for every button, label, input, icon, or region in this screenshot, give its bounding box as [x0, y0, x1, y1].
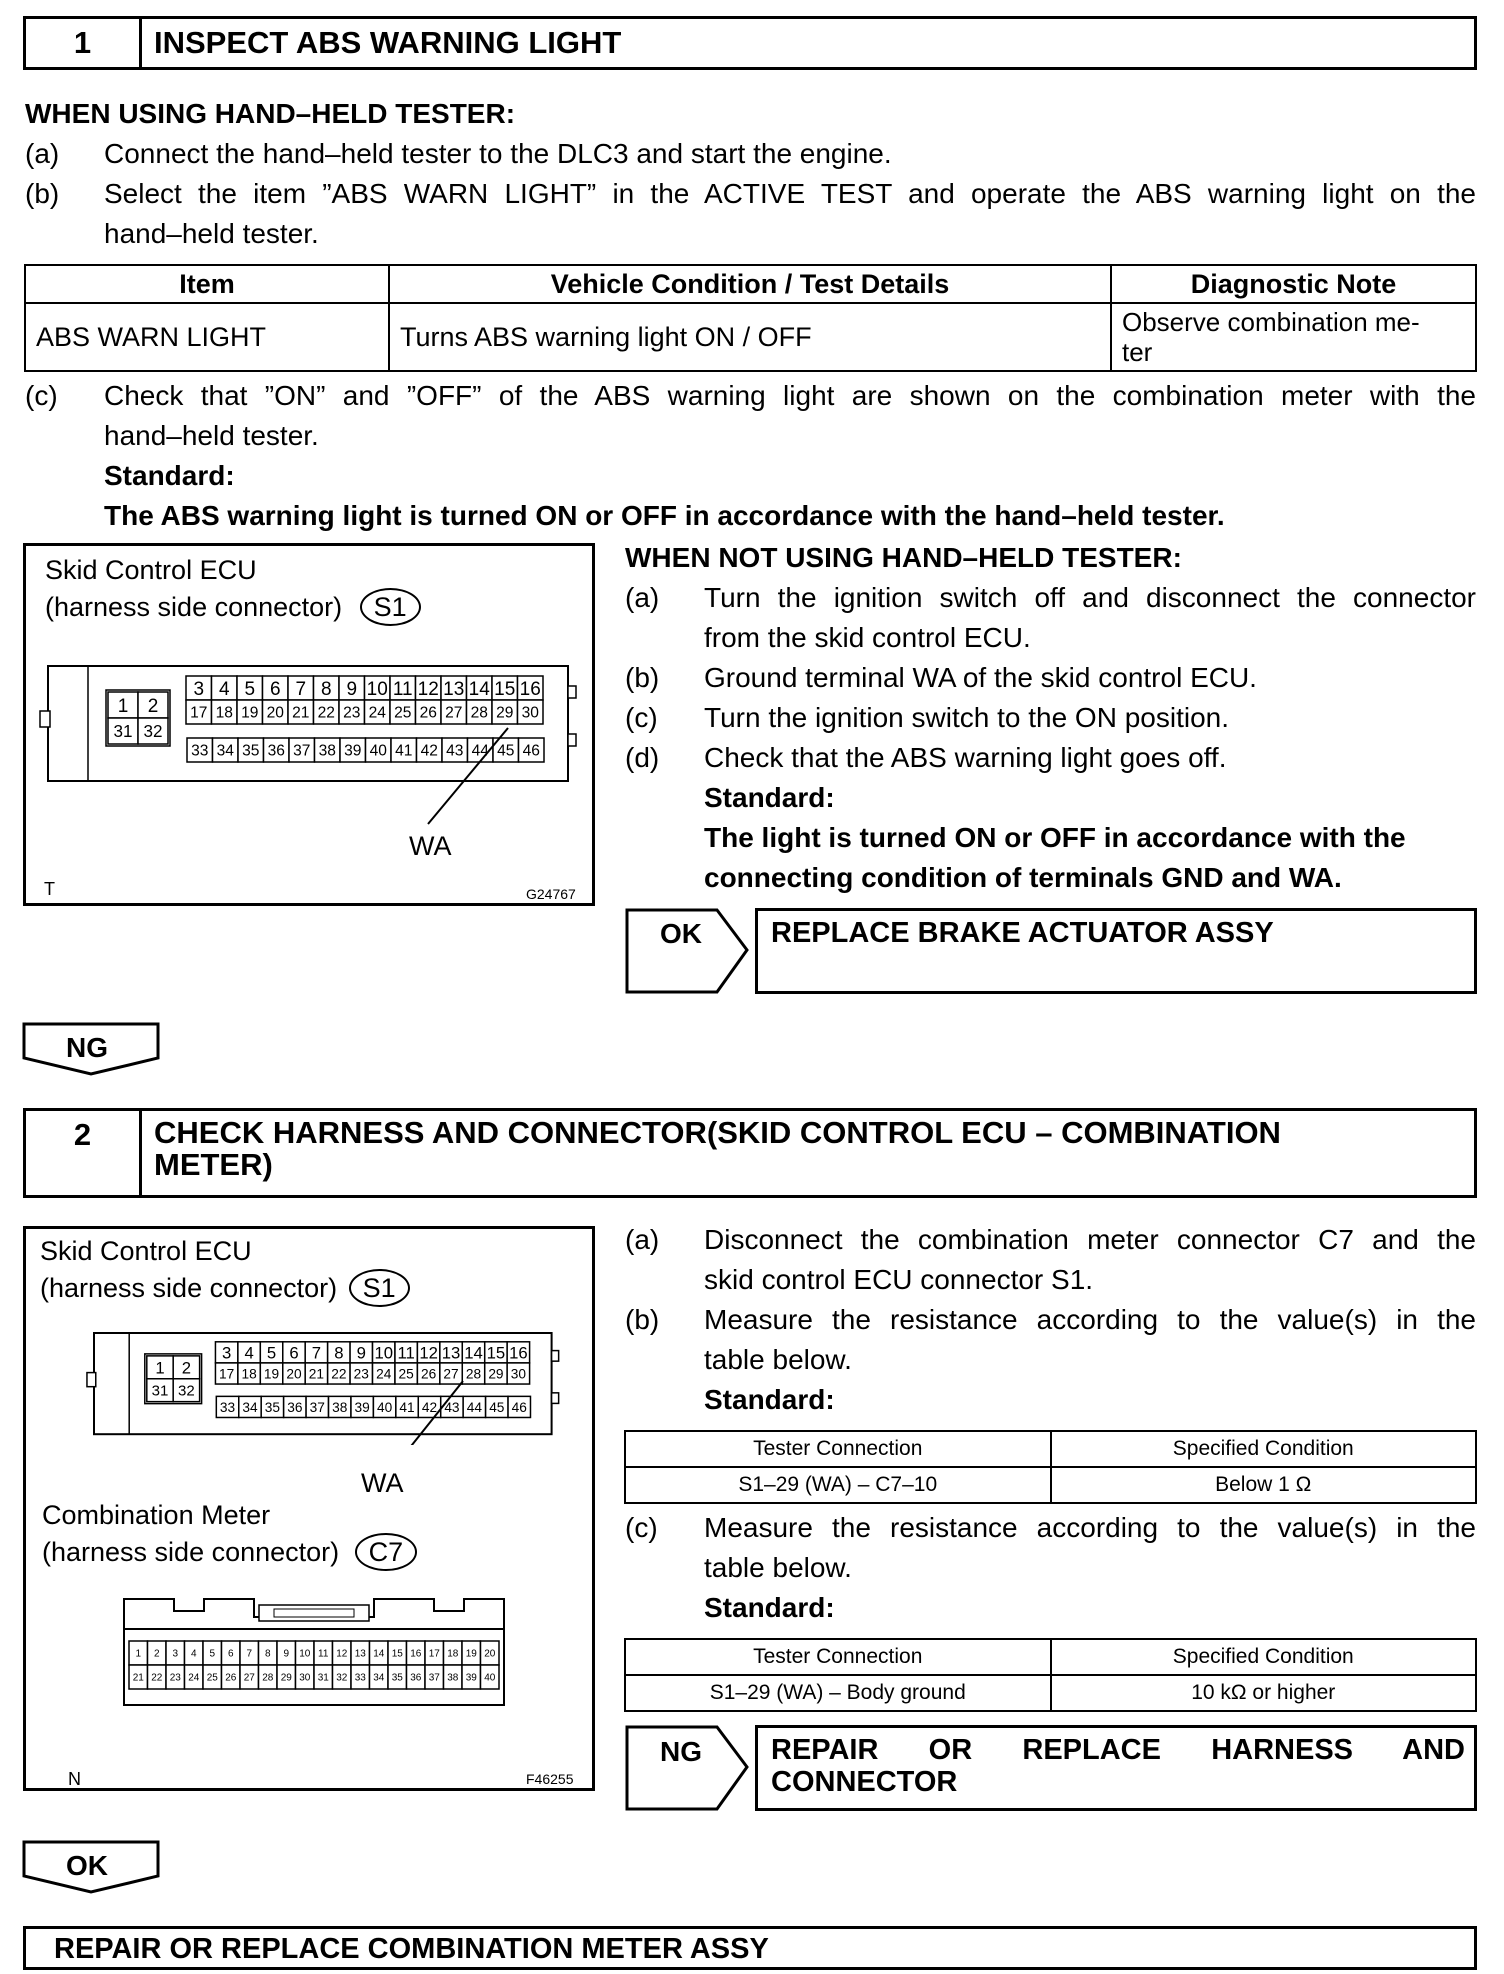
pin-label: 29 — [496, 704, 514, 722]
n-standard-label: Standard: — [704, 782, 835, 813]
pin-label: 38 — [332, 1399, 348, 1415]
pin-label: 42 — [420, 742, 438, 760]
pin-label: 38 — [447, 1672, 459, 1684]
step1-number: 1 — [26, 19, 142, 67]
pin-label: 15 — [486, 1343, 506, 1363]
pin-label: 25 — [398, 1366, 414, 1382]
pin-label: 35 — [391, 1672, 403, 1684]
table-cell-note — [1111, 303, 1476, 371]
step2-b-text-1: Measure the resistance according to the value(s) in the — [704, 1304, 1476, 1335]
n-c-mark: (c) — [625, 702, 658, 733]
pin-label: 33 — [191, 742, 209, 760]
pin-label: 23 — [169, 1672, 181, 1684]
diagram-corner-left: T — [44, 879, 55, 899]
meter-subtitle — [42, 1533, 417, 1571]
connector-latch-right-bottom — [568, 734, 576, 746]
step2-b-text-2: table below. — [704, 1344, 852, 1375]
pin-label: 24 — [188, 1672, 200, 1684]
t1-cell-connection: S1–29 (WA) – C7–10 — [625, 1467, 1051, 1503]
t2-cell-connection: S1–29 (WA) – Body ground — [625, 1675, 1051, 1711]
pin-label: 23 — [343, 704, 361, 722]
step1-c-text-2: hand–held tester. — [104, 420, 319, 451]
pin-label: 44 — [466, 1399, 483, 1415]
pin-label: 28 — [465, 1366, 482, 1382]
pin-label: 28 — [262, 1672, 274, 1684]
s1-connector-drawing-2 — [26, 1325, 586, 1445]
pin-label: 14 — [468, 678, 490, 700]
step1-a-mark: (a) — [25, 138, 60, 169]
pin-label: 7 — [246, 1648, 253, 1660]
pin-label: 14 — [464, 1343, 483, 1363]
resistance-table-2 — [624, 1638, 1477, 1712]
step2-a-text-1: Disconnect the combination meter connector C7 and the — [704, 1224, 1476, 1255]
c7-connector — [124, 1599, 504, 1705]
pin-label: 11 — [318, 1648, 329, 1660]
step1-c-text-1: Check that ”ON” and ”OFF” of the ABS warning light are shown on the combination meter with the — [104, 380, 1476, 411]
pin-label: 24 — [376, 1366, 392, 1382]
pin-label: 6 — [269, 678, 281, 700]
pin-label: 31 — [113, 722, 133, 742]
pin-label: 39 — [354, 1399, 370, 1415]
final-action-text: REPAIR OR REPLACE COMBINATION METER ASSY — [54, 1933, 769, 1965]
step2-standard-label-2: Standard: — [704, 1592, 835, 1623]
pin-label: 18 — [241, 1366, 257, 1382]
pin-label: 16 — [519, 678, 541, 700]
connector-latch-right-top — [568, 686, 576, 698]
pin-label: 34 — [373, 1672, 385, 1684]
pin-label: 42 — [421, 1399, 438, 1415]
pin-label: 16 — [509, 1343, 528, 1363]
pin-label: 26 — [419, 704, 437, 722]
pin-label: 15 — [391, 1648, 403, 1660]
step1-b-mark: (b) — [25, 178, 60, 209]
pin-label: 19 — [465, 1648, 477, 1660]
connector-id-badge: S1 — [360, 588, 421, 626]
n-b-text: Ground terminal WA of the skid control ECU. — [704, 662, 1257, 693]
pin-label: 7 — [311, 1343, 322, 1363]
pin-label: 19 — [263, 1366, 280, 1382]
connector-latch-right-top — [552, 1351, 559, 1362]
pin-label: 41 — [399, 1399, 415, 1415]
pin-label: 36 — [410, 1672, 422, 1684]
resistance-table-1 — [624, 1430, 1477, 1504]
pin-label: 40 — [484, 1672, 496, 1684]
active-test-table — [24, 264, 1477, 372]
pin-label: 43 — [444, 1399, 460, 1415]
pin-label: 10 — [374, 1343, 394, 1363]
step1-b-text-1: Select the item ”ABS WARN LIGHT” in the ACTIVE TEST and operate the ABS warning light on the — [104, 178, 1476, 209]
pin-label: 19 — [241, 704, 259, 722]
pin-label: 25 — [206, 1672, 218, 1684]
t2-header-condition: Specified Condition — [1051, 1639, 1477, 1675]
pin-label: 22 — [151, 1672, 163, 1684]
table-header-item: Item — [25, 265, 389, 303]
diagram2-subtitle-text: (harness side connector) — [40, 1273, 338, 1303]
ng-action-text-2: CONNECTOR — [771, 1766, 958, 1798]
pin-label: 7 — [295, 678, 307, 700]
pin-label: 40 — [376, 1399, 393, 1415]
pin-label: 5 — [209, 1648, 216, 1660]
pin-label: 10 — [366, 678, 388, 700]
pin-label: 9 — [283, 1648, 290, 1660]
ok-tag-1: OK — [660, 918, 702, 949]
ng-tag-2: NG — [660, 1736, 702, 1767]
step1-standard-text: The ABS warning light is turned ON or OFF in accordance with the hand–held tester. — [104, 500, 1225, 531]
pin-label: 5 — [266, 1343, 277, 1363]
s1-connector-drawing — [26, 646, 586, 846]
diagram-title: Skid Control ECU — [45, 555, 257, 585]
pin-label: 44 — [471, 742, 489, 760]
pin-label: 3 — [172, 1648, 179, 1660]
table-cell-item: ABS WARN LIGHT — [25, 303, 389, 371]
c7-connector-drawing — [26, 1579, 586, 1719]
t1-header-condition: Specified Condition — [1051, 1431, 1477, 1467]
pin-label: 20 — [484, 1648, 496, 1660]
pin-label: 29 — [280, 1672, 292, 1684]
pin-label: 27 — [443, 1366, 459, 1382]
pin-label: 32 — [336, 1672, 348, 1684]
pin-label: 25 — [394, 704, 412, 722]
pin-label: 26 — [420, 1366, 437, 1382]
step1-header — [23, 16, 1477, 70]
diagram-subtitle-text: (harness side connector) — [45, 592, 343, 622]
pin-label: 34 — [216, 742, 234, 760]
n-standard-1: The light is turned ON or OFF in accordance with the — [704, 822, 1406, 853]
pin-label: 24 — [368, 704, 386, 722]
pin-label: 1 — [155, 1358, 165, 1378]
diagram2-subtitle — [40, 1269, 410, 1307]
pin-label: 33 — [219, 1399, 236, 1415]
step1-standard-label: Standard: — [104, 460, 235, 491]
pin-label: 13 — [443, 678, 465, 700]
step2-number: 2 — [26, 1111, 142, 1195]
pin-label: 8 — [334, 1343, 344, 1363]
pin-label: 27 — [243, 1672, 255, 1684]
pin-label: 30 — [510, 1366, 527, 1382]
final-action-box — [23, 1926, 1477, 1970]
pin-label: 22 — [317, 704, 335, 722]
pin-label: 4 — [218, 678, 230, 700]
pin-label: 6 — [289, 1343, 299, 1363]
diagram-subtitle — [45, 588, 421, 626]
n-d-text: Check that the ABS warning light goes off. — [704, 742, 1227, 773]
pin-label: 2 — [147, 695, 159, 717]
pin-label: 36 — [267, 742, 285, 760]
pin-label: 36 — [287, 1399, 303, 1415]
meter-connector-id-badge: C7 — [355, 1533, 418, 1571]
pin-label: 4 — [244, 1343, 254, 1363]
no-hht-heading: WHEN NOT USING HAND–HELD TESTER: — [625, 542, 1182, 573]
hht-heading: WHEN USING HAND–HELD TESTER: — [25, 98, 516, 129]
t2-header-connection: Tester Connection — [625, 1639, 1051, 1675]
ng-action-text-1: REPAIR OR REPLACE HARNESS AND — [771, 1734, 1465, 1766]
pin-label: 32 — [178, 1382, 195, 1400]
pin-label: 14 — [373, 1648, 385, 1660]
pin-label: 2 — [181, 1358, 192, 1378]
pin-label: 39 — [344, 742, 362, 760]
pin-label: 11 — [392, 678, 413, 700]
s1-connector-2 — [87, 1333, 559, 1445]
pin-label: 9 — [356, 1343, 366, 1363]
table-header-condition: Vehicle Condition / Test Details — [389, 265, 1111, 303]
table-cell-condition: Turns ABS warning light ON / OFF — [389, 303, 1111, 371]
connector2-id-badge: S1 — [349, 1269, 410, 1307]
pin-label: 37 — [428, 1672, 440, 1684]
c7-lock-inner — [274, 1609, 354, 1617]
pin-label: 30 — [299, 1672, 311, 1684]
pin-label: 45 — [489, 1399, 505, 1415]
step2-standard-label: Standard: — [704, 1384, 835, 1415]
pin-label: 34 — [242, 1399, 258, 1415]
pin-label: 35 — [242, 742, 260, 760]
harness-diagram — [23, 1226, 595, 1791]
pin-label: 32 — [143, 722, 163, 742]
pin-label: 41 — [395, 742, 413, 760]
pin-label: 33 — [354, 1672, 366, 1684]
pin-label: 17 — [219, 1366, 235, 1382]
ok-action-text-1: REPLACE BRAKE ACTUATOR ASSY — [771, 917, 1274, 949]
pin-label: 4 — [190, 1648, 197, 1660]
pin-label: 21 — [308, 1366, 325, 1382]
pin-label: 39 — [465, 1672, 477, 1684]
n-a-text-2: from the skid control ECU. — [704, 622, 1031, 653]
pin-label: 21 — [132, 1672, 144, 1684]
pin-label: 23 — [353, 1366, 369, 1382]
step2-b-mark: (b) — [625, 1304, 660, 1335]
pin-label: 21 — [292, 704, 310, 722]
step2-title-2: METER) — [154, 1147, 273, 1182]
pin-label: 10 — [299, 1648, 311, 1660]
meter-subtitle-text: (harness side connector) — [42, 1537, 340, 1567]
s1-connector — [40, 666, 576, 824]
step2-title-1: CHECK HARNESS AND CONNECTOR(SKID CONTROL ECU – COMBINATION — [154, 1115, 1281, 1150]
pin-label: 29 — [488, 1366, 504, 1382]
pin-label: 12 — [336, 1648, 348, 1660]
n-c-text: Turn the ignition switch to the ON position. — [704, 702, 1229, 733]
pin-label: 45 — [497, 742, 515, 760]
pin-label: 3 — [193, 678, 205, 700]
pin-label: 1 — [135, 1648, 142, 1660]
diagram2-title: Skid Control ECU — [40, 1236, 252, 1266]
n-a-text-1: Turn the ignition switch off and disconnect the connector — [704, 582, 1476, 613]
n-d-mark: (d) — [625, 742, 660, 773]
skid-ecu-diagram — [23, 543, 595, 906]
pin-label: 40 — [369, 742, 387, 760]
n-a-mark: (a) — [625, 582, 660, 613]
n-standard-2: connecting condition of terminals GND and WA. — [704, 862, 1342, 893]
step2-c-text-1: Measure the resistance according to the value(s) in the — [704, 1512, 1476, 1543]
pin-label: 3 — [222, 1343, 232, 1363]
pin-label: 1 — [117, 695, 129, 717]
pin-label: 17 — [190, 704, 208, 722]
pin-label: 31 — [151, 1382, 169, 1400]
pin-label: 26 — [225, 1672, 237, 1684]
pin-label: 35 — [264, 1399, 281, 1415]
t1-cell-condition: Below 1 Ω — [1051, 1467, 1477, 1503]
table-cell-note-line2: ter — [1122, 337, 1153, 367]
connector-latch-right-bottom — [552, 1393, 559, 1404]
pin-label: 30 — [521, 704, 539, 722]
diagram-figure-id: G24767 — [526, 886, 576, 902]
t2-cell-condition: 10 kΩ or higher — [1051, 1675, 1477, 1711]
step1-b-text-2: hand–held tester. — [104, 218, 319, 249]
pin-label: 31 — [317, 1672, 329, 1684]
ok-action-box-1 — [755, 908, 1477, 994]
ng-action-box-2 — [755, 1725, 1477, 1811]
ok-tag-2-text: OK — [66, 1850, 108, 1881]
n-b-mark: (b) — [625, 662, 660, 693]
pin-label: 37 — [309, 1399, 325, 1415]
pin-label: 22 — [331, 1366, 347, 1382]
pin-label: 13 — [441, 1343, 461, 1363]
pin-label: 6 — [227, 1648, 234, 1660]
pin-label: 28 — [470, 704, 488, 722]
pin-label: 5 — [244, 678, 256, 700]
ng-tag-1-text: NG — [66, 1032, 108, 1063]
step2-c-text-2: table below. — [704, 1552, 852, 1583]
pin-label: 46 — [511, 1399, 527, 1415]
pin-label: 2 — [153, 1648, 160, 1660]
table-header-note: Diagnostic Note — [1111, 265, 1476, 303]
wa-label: WA — [409, 831, 452, 861]
pin-label: 12 — [417, 678, 439, 700]
pin-label: 18 — [447, 1648, 459, 1660]
t1-header-connection: Tester Connection — [625, 1431, 1051, 1467]
pin-label: 12 — [419, 1343, 438, 1363]
wa-label-2: WA — [361, 1468, 404, 1498]
meter-title: Combination Meter — [42, 1500, 271, 1530]
diagram2-corner-left: N — [68, 1769, 81, 1789]
connector-latch-left — [87, 1373, 96, 1387]
pin-label: 27 — [445, 704, 463, 722]
step1-a-text: Connect the hand–held tester to the DLC3 and start the engine. — [104, 138, 892, 169]
step2-a-text-2: skid control ECU connector S1. — [704, 1264, 1094, 1295]
pin-label: 9 — [346, 678, 358, 700]
pin-label: 11 — [397, 1343, 415, 1363]
step2-header — [23, 1108, 1477, 1198]
pin-label: 16 — [410, 1648, 422, 1660]
pin-label: 8 — [320, 678, 332, 700]
pin-label: 43 — [446, 742, 464, 760]
pin-label: 38 — [318, 742, 336, 760]
pin-label: 8 — [264, 1648, 271, 1660]
step2-a-mark: (a) — [625, 1224, 660, 1255]
pin-label: 17 — [428, 1648, 440, 1660]
diagram2-figure-id: F46255 — [526, 1771, 574, 1787]
pin-label: 18 — [215, 704, 233, 722]
pin-label: 37 — [293, 742, 311, 760]
pin-label: 20 — [286, 1366, 302, 1382]
pin-label: 20 — [266, 704, 284, 722]
pin-label: 13 — [354, 1648, 366, 1660]
pin-label: 46 — [522, 742, 540, 760]
step1-c-mark: (c) — [25, 380, 58, 411]
connector-latch-left — [40, 711, 50, 727]
step1-title: INSPECT ABS WARNING LIGHT — [154, 25, 622, 60]
step2-c-mark: (c) — [625, 1512, 658, 1543]
pin-label: 15 — [494, 678, 516, 700]
table-cell-note-line1: Observe combination me- — [1122, 307, 1420, 337]
